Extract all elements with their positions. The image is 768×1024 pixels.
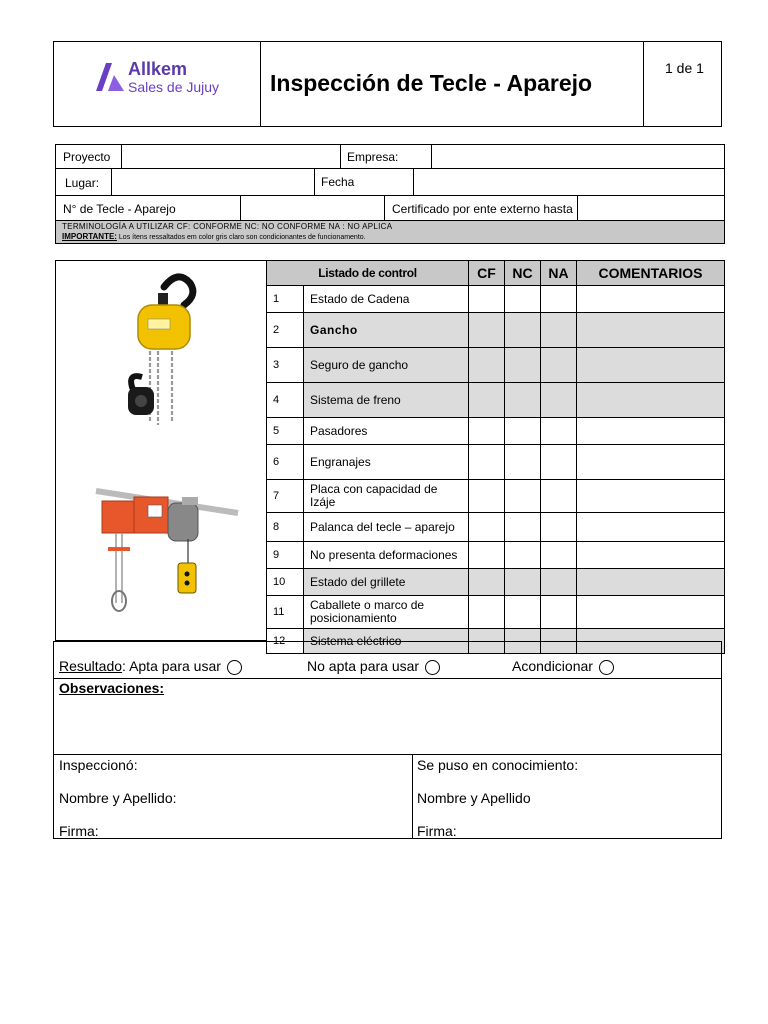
nc-checkbox-cell[interactable] [505, 596, 541, 629]
checklist-item-number: 11 [267, 596, 304, 629]
comment-cell[interactable] [577, 480, 725, 513]
na-checkbox-cell[interactable] [541, 286, 577, 313]
na-checkbox-cell[interactable] [541, 480, 577, 513]
result-section [53, 641, 722, 839]
numero-field[interactable] [241, 196, 385, 220]
title-cell [261, 42, 644, 126]
na-checkbox-cell[interactable] [541, 348, 577, 383]
checklist-header-row [267, 261, 725, 286]
checklist-row [267, 542, 725, 569]
nc-checkbox-cell[interactable] [505, 480, 541, 513]
nc-checkbox-cell[interactable] [505, 569, 541, 596]
observaciones-label: Observaciones: [59, 680, 165, 696]
page-number-cell [644, 42, 721, 126]
checklist-item-number: 5 [267, 418, 304, 445]
result-line: Resultado: Apta para usar [59, 658, 242, 675]
na-checkbox-cell[interactable] [541, 542, 577, 569]
terminology-text: TERMINOLOGÍA A UTILIZAR CF: CONFORME NC: NO CONFORME NA : NO APLICA [62, 222, 393, 231]
checklist-item-label: Caballete o marco de posicionamiento [304, 596, 469, 629]
checklist-row [267, 569, 725, 596]
checklist-header-cf: CF [469, 261, 505, 286]
result-apta-label: Apta para usar [129, 658, 221, 674]
na-checkbox-cell[interactable] [541, 313, 577, 348]
firma-inspector-label: Firma: [59, 823, 99, 839]
comment-cell[interactable] [577, 569, 725, 596]
na-checkbox-cell[interactable] [541, 445, 577, 480]
fecha-label: Fecha [321, 175, 355, 189]
comment-cell[interactable] [577, 418, 725, 445]
empresa-label: Empresa: [347, 150, 399, 164]
cf-checkbox-cell[interactable] [469, 596, 505, 629]
checklist-item-label: Estado de Cadena [304, 286, 469, 313]
checklist-row [267, 418, 725, 445]
logo-cell [54, 42, 261, 126]
comment-cell[interactable] [577, 313, 725, 348]
inspecciono-label: Inspeccionó: [59, 757, 138, 773]
checklist-row [267, 513, 725, 542]
info-row-3 [55, 195, 725, 221]
checklist-row [267, 596, 725, 629]
cf-checkbox-cell[interactable] [469, 286, 505, 313]
checklist-item-label: Palanca del tecle – aparejo [304, 513, 469, 542]
checklist-header-comments: COMENTARIOS [577, 261, 725, 286]
logo-main: Allkem [128, 59, 188, 79]
cf-checkbox-cell[interactable] [469, 383, 505, 418]
na-checkbox-cell[interactable] [541, 418, 577, 445]
comment-cell[interactable] [577, 596, 725, 629]
checklist-item-number: 6 [267, 445, 304, 480]
checklist-item-label: Estado del grillete [304, 569, 469, 596]
checklist-item-number: 12 [267, 629, 304, 654]
nc-checkbox-cell[interactable] [505, 348, 541, 383]
result-no-apta-label: No apta para usar [307, 658, 420, 674]
info-row-2 [55, 168, 725, 196]
checklist-row [267, 313, 725, 348]
form-header [53, 41, 722, 127]
observaciones-box[interactable] [54, 679, 721, 755]
certificado-field[interactable] [578, 196, 724, 220]
conocimiento-box[interactable] [413, 755, 721, 838]
checklist-row [267, 383, 725, 418]
checklist-item-number: 1 [267, 286, 304, 313]
checklist-row [267, 286, 725, 313]
nc-checkbox-cell[interactable] [505, 445, 541, 480]
result-acondicionar-label: Acondicionar [512, 658, 593, 674]
checklist-item-label: No presenta deformaciones [304, 542, 469, 569]
cf-checkbox-cell[interactable] [469, 569, 505, 596]
nombre-inspector-label: Nombre y Apellido: [59, 790, 177, 806]
firma-conocimiento-label: Firma: [417, 823, 457, 839]
numero-label: N° de Tecle - Aparejo [63, 202, 176, 216]
lugar-field[interactable] [112, 169, 315, 195]
result-label: Resultado [59, 658, 123, 674]
page-title: Inspección de Tecle - Aparejo [270, 70, 593, 96]
cf-checkbox-cell[interactable] [469, 418, 505, 445]
comment-cell[interactable] [577, 513, 725, 542]
na-checkbox-cell[interactable] [541, 513, 577, 542]
checklist-row [267, 445, 725, 480]
checklist-item-number: 3 [267, 348, 304, 383]
na-checkbox-cell[interactable] [541, 596, 577, 629]
electric-hoist-image [92, 483, 242, 613]
result-no-apta [307, 658, 440, 675]
checklist-item-label: Engranajes [304, 445, 469, 480]
nc-checkbox-cell[interactable] [505, 313, 541, 348]
allkem-logo-icon [94, 61, 126, 93]
logo-sub: Sales de Jujuy [128, 79, 220, 95]
checklist-header-item: Listado de control [267, 261, 469, 286]
importante-note [62, 232, 718, 243]
checklist-item-label: Sistema de freno [304, 383, 469, 418]
checklist-item-number: 4 [267, 383, 304, 418]
inspector-box[interactable] [54, 755, 413, 838]
nc-checkbox-cell[interactable] [505, 513, 541, 542]
importante-text: Los ítens ressaltados em color gris claro son condicionantes de funcionamento. [116, 234, 366, 241]
checklist-header-na: NA [541, 261, 577, 286]
checklist-item-number: 9 [267, 542, 304, 569]
comment-cell[interactable] [577, 348, 725, 383]
comment-cell[interactable] [577, 286, 725, 313]
cf-checkbox-cell[interactable] [469, 513, 505, 542]
nc-checkbox-cell[interactable] [505, 418, 541, 445]
checklist-item-number: 10 [267, 569, 304, 596]
checklist-item-number: 7 [267, 480, 304, 513]
cf-checkbox-cell[interactable] [469, 445, 505, 480]
nombre-conocimiento-label: Nombre y Apellido [417, 790, 531, 806]
comment-cell[interactable] [577, 445, 725, 480]
cf-checkbox-cell[interactable] [469, 542, 505, 569]
nc-checkbox-cell[interactable] [505, 286, 541, 313]
empresa-field[interactable] [432, 145, 724, 168]
conocimiento-label: Se puso en conocimiento: [417, 757, 579, 773]
checklist-item-label: Sistema eléctrico [304, 629, 469, 654]
chain-hoist-image [116, 267, 206, 427]
fecha-field[interactable] [414, 169, 724, 195]
result-row [54, 642, 721, 679]
importante-label: IMPORTANTE: [62, 232, 117, 241]
cf-checkbox-cell[interactable] [469, 480, 505, 513]
no-apta-radio[interactable] [425, 660, 440, 675]
proyecto-label: Proyecto [63, 150, 111, 164]
checklist-item-label: Placa con capacidad de Izáje [304, 480, 469, 513]
result-acondicionar [512, 658, 614, 675]
na-checkbox-cell[interactable] [541, 383, 577, 418]
checklist-row [267, 348, 725, 383]
info-row-1 [55, 144, 725, 169]
na-checkbox-cell[interactable] [541, 569, 577, 596]
checklist-row [267, 480, 725, 513]
checklist-item-label: Pasadores [304, 418, 469, 445]
checklist-item-label: Seguro de gancho [304, 348, 469, 383]
nc-checkbox-cell[interactable] [505, 383, 541, 418]
page-number: 1 de 1 [665, 60, 704, 76]
terminology-note [55, 220, 725, 244]
comment-cell[interactable] [577, 383, 725, 418]
equipment-images [55, 260, 267, 641]
checklist-body [267, 286, 725, 654]
nc-checkbox-cell[interactable] [505, 542, 541, 569]
checklist-item-label: Gancho [304, 313, 469, 348]
apta-radio[interactable] [227, 660, 242, 675]
comment-cell[interactable] [577, 542, 725, 569]
cf-checkbox-cell[interactable] [469, 313, 505, 348]
checklist-header-nc: NC [505, 261, 541, 286]
checklist-table [266, 260, 725, 654]
checklist-item-number: 8 [267, 513, 304, 542]
proyecto-field[interactable] [122, 145, 341, 168]
lugar-label: Lugar: [65, 176, 100, 190]
certificado-label: Certificado por ente externo hasta [392, 202, 573, 216]
cf-checkbox-cell[interactable] [469, 348, 505, 383]
acondicionar-radio[interactable] [599, 660, 614, 675]
checklist-item-number: 2 [267, 313, 304, 348]
